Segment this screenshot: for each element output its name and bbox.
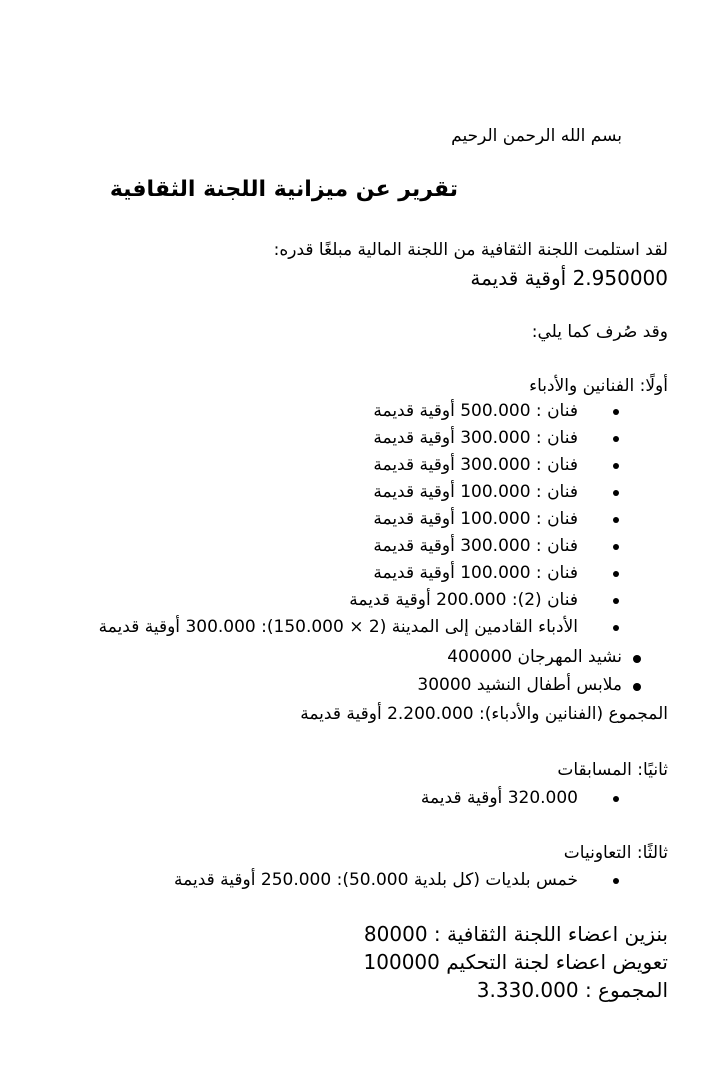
list-item: فنان (2): 200.000 أوقية قديمة <box>349 590 578 610</box>
spent-line: وقد صُرف كما يلي: <box>531 322 668 342</box>
bullet-icon <box>613 517 619 523</box>
received-amount: 2.950000 أوقية قديمة <box>470 266 668 290</box>
list-item: فنان : 300.000 أوقية قديمة <box>373 536 578 556</box>
bullet-icon <box>613 463 619 469</box>
basmala: بسم الله الرحمن الرحيم <box>451 126 622 146</box>
bullet-icon <box>613 598 619 604</box>
bullet-icon <box>613 436 619 442</box>
bullet-icon <box>613 571 619 577</box>
section-1-heading: أولًا: الفنانين والأدباء <box>529 376 668 396</box>
list-item: نشيد المهرجان 400000 <box>447 647 622 667</box>
grand-total: المجموع : 3.330.000 <box>476 978 668 1002</box>
list-item: ملابس أطفال النشيد 30000 <box>417 675 622 695</box>
compensation-line: تعويض اعضاء لجنة التحكيم 100000 <box>363 950 668 974</box>
fuel-line: بنزين اعضاء اللجنة الثقافية : 80000 <box>363 922 668 946</box>
list-item: فنان : 500.000 أوقية قديمة <box>373 401 578 421</box>
section-2-heading: ثانيًا: المسابقات <box>557 760 668 780</box>
bullet-icon <box>613 409 619 415</box>
bullet-icon <box>613 625 619 631</box>
section-1-total: المجموع (الفنانين والأدباء): 2.200.000 أوقية قديمة <box>300 704 668 724</box>
received-line: لقد استلمت اللجنة الثقافية من اللجنة المالية مبلغًا قدره: <box>273 240 668 260</box>
list-item: فنان : 300.000 أوقية قديمة <box>373 428 578 448</box>
list-item: فنان : 300.000 أوقية قديمة <box>373 455 578 475</box>
page-title: تقرير عن ميزانية اللجنة الثقافية <box>109 177 458 202</box>
bullet-icon <box>633 655 641 663</box>
list-item: خمس بلديات (كل بلدية 50.000): 250.000 أوقية قديمة <box>174 870 578 890</box>
section-3-heading: ثالثًا: التعاونيات <box>563 843 668 863</box>
bullet-icon <box>613 490 619 496</box>
list-item: 320.000 أوقية قديمة <box>420 788 578 808</box>
bullet-icon <box>613 796 619 802</box>
bullet-icon <box>613 544 619 550</box>
list-item: فنان : 100.000 أوقية قديمة <box>373 509 578 529</box>
list-item: الأدباء القادمين إلى المدينة (2 × 150.000): 300.000 أوقية قديمة <box>98 617 578 637</box>
list-item: فنان : 100.000 أوقية قديمة <box>373 482 578 502</box>
bullet-icon <box>613 878 619 884</box>
bullet-icon <box>633 683 641 691</box>
list-item: فنان : 100.000 أوقية قديمة <box>373 563 578 583</box>
